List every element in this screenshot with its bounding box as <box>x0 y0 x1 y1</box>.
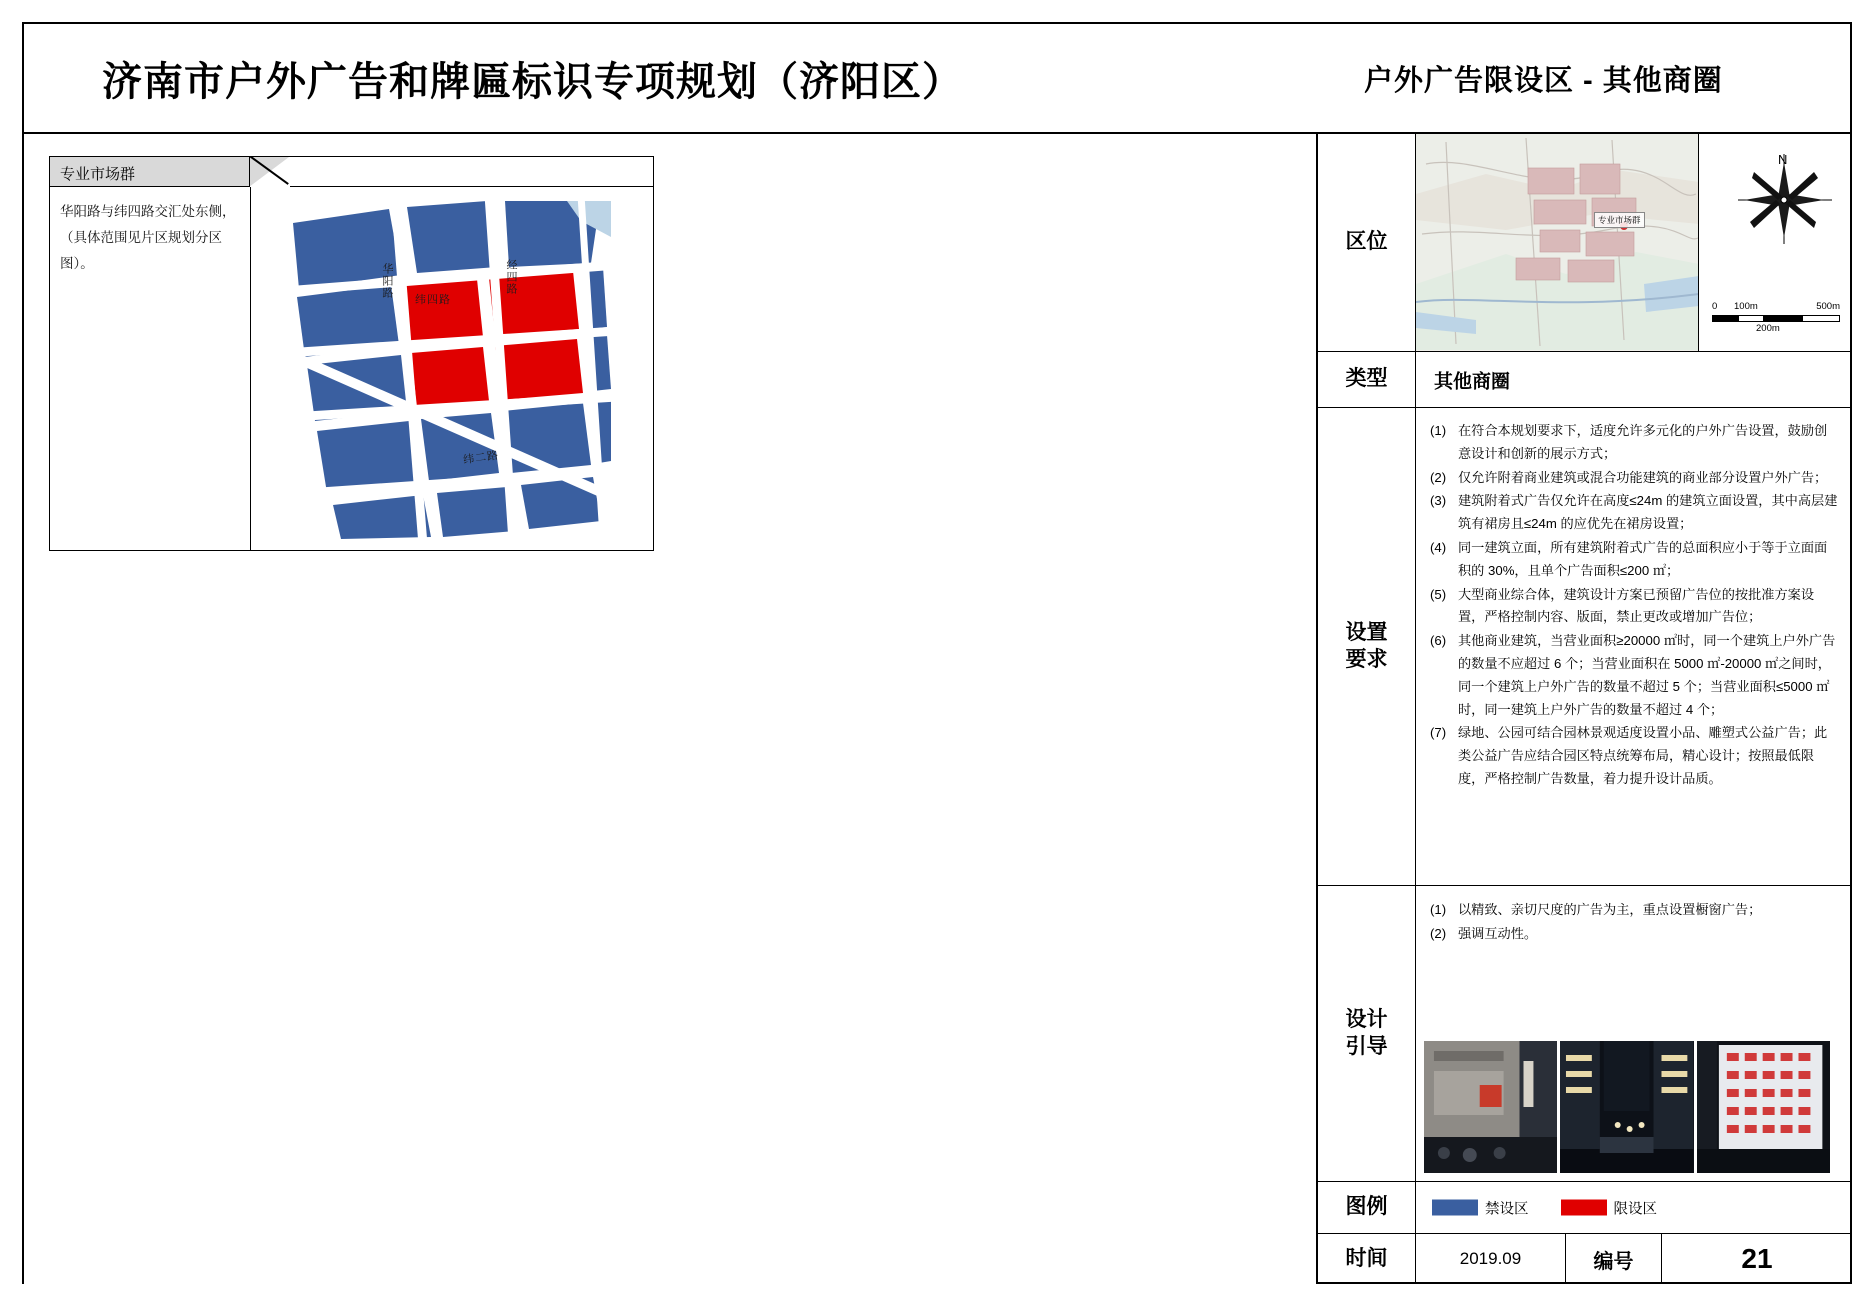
legend-items <box>1432 1197 1679 1218</box>
reference-photo-2-graphic <box>1560 1041 1693 1173</box>
legend-label-ban: 禁设区 <box>1485 1201 1529 1217</box>
time-value: 2019.09 <box>1416 1234 1566 1284</box>
reference-photo <box>1697 1041 1830 1173</box>
requirements-list <box>1430 420 1840 792</box>
row-requirements-content <box>1416 408 1852 885</box>
scale-label-max: 500m <box>1816 301 1840 312</box>
requirement-text: 同一建筑立面，所有建筑附着式广告的总面积应小于等于立面面积的 30%，且单个广告面积≤200 ㎡； <box>1458 539 1828 578</box>
page-title: 济南市户外广告和牌匾标识专项规划（济阳区） <box>102 60 963 104</box>
guidance-text: 强调互动性。 <box>1458 926 1538 941</box>
compass-north-label: N <box>1778 152 1788 167</box>
requirement-number: (1) <box>1430 423 1447 438</box>
guidance-item <box>1430 922 1840 945</box>
reference-photo-3-graphic <box>1697 1041 1830 1173</box>
row-guidance-label-line1: 设计 <box>1345 1008 1388 1032</box>
requirement-number: (4) <box>1430 539 1447 555</box>
scale-label-zero: 0 <box>1712 301 1718 312</box>
legend-swatch-limit <box>1561 1200 1607 1216</box>
row-requirements-label-line2: 要求 <box>1345 647 1388 671</box>
site-map-figure <box>251 187 653 550</box>
requirement-item <box>1430 467 1840 490</box>
requirement-item <box>1430 490 1840 536</box>
requirement-text: 仅允许附着商业建筑或混合功能建筑的商业部分设置户外广告； <box>1458 469 1828 485</box>
row-requirements <box>1318 408 1852 886</box>
requirement-number: (2) <box>1430 469 1447 485</box>
guidance-number: (2) <box>1430 926 1447 941</box>
guidance-list <box>1430 898 1840 946</box>
location-compass-panel <box>1700 134 1852 351</box>
legend-swatch-ban <box>1432 1200 1478 1216</box>
row-type-content <box>1416 352 1852 407</box>
location-minimap-svg <box>1416 134 1699 350</box>
reference-photo-strip <box>1424 1041 1830 1173</box>
row-location <box>1318 134 1852 352</box>
reference-photo-1-graphic <box>1424 1041 1557 1173</box>
scale-label-sub: 200m <box>1756 323 1780 334</box>
requirement-item <box>1430 630 1840 721</box>
guidance-text: 以精致、亲切尺度的广告为主，重点设置橱窗广告； <box>1458 902 1762 917</box>
road-label-huayang: 华阳路 <box>381 263 393 299</box>
legend-item-restricted-ban <box>1432 1197 1529 1218</box>
site-map-header <box>50 157 250 187</box>
legend-label-limit: 限设区 <box>1613 1201 1657 1217</box>
road-label-jingsi: 经四路 <box>505 259 517 295</box>
row-location-label: 区位 <box>1318 134 1416 351</box>
requirement-text: 在符合本规划要求下，适度允许多元化的户外广告设置，鼓励创意设计和创新的展示方式； <box>1458 423 1828 461</box>
row-time-label: 时间 <box>1318 1234 1416 1284</box>
row-design-guidance-content <box>1416 886 1852 1181</box>
requirement-number: (3) <box>1430 493 1447 509</box>
site-description-line1: 华阳路与纬四路交汇处东侧， <box>60 204 236 219</box>
site-description-line2: （具体范围见片区规划分区图）。 <box>60 230 222 271</box>
site-map-canvas <box>291 201 611 539</box>
requirement-text: 其他商业建筑，当营业面积≥20000 ㎡时，同一个建筑上户外广告的数量不应超过 6 个；当营业面积在 5000 ㎡-20000 ㎡之间时，同一个建筑上户外广告的数量不超过 5 个；当营业面积≤5000 ㎡时，同一建筑上户外广告的数量不超过 4 个； <box>1458 633 1836 717</box>
row-legend-label: 图例 <box>1318 1182 1416 1233</box>
type-value: 其他商圈 <box>1434 371 1511 392</box>
requirement-item <box>1430 722 1840 790</box>
drawing-number-value: 21 <box>1741 1243 1773 1274</box>
row-design-guidance-label <box>1318 886 1416 1181</box>
row-location-content <box>1416 134 1852 351</box>
requirement-item <box>1430 420 1840 466</box>
requirement-text: 建筑附着式广告仅允许在高度≤24m 的建筑立面设置，其中高层建筑有裙房且≤24m 的应优先在裙房设置； <box>1458 493 1838 532</box>
row-requirements-label-line1: 设置 <box>1345 621 1388 645</box>
row-requirements-label <box>1318 408 1416 885</box>
requirement-number: (5) <box>1430 586 1447 602</box>
requirement-item <box>1430 584 1840 630</box>
site-map-card <box>49 156 654 551</box>
row-legend <box>1318 1182 1852 1234</box>
left-pane <box>24 134 1316 1284</box>
row-time <box>1318 1234 1852 1284</box>
guidance-number: (1) <box>1430 902 1447 917</box>
reference-photo <box>1560 1041 1693 1173</box>
reference-photo <box>1424 1041 1557 1173</box>
scale-label-mid: 100m <box>1734 301 1758 312</box>
requirement-number: (6) <box>1430 633 1447 649</box>
road-label-weier: 纬二路 <box>462 449 500 467</box>
requirement-number: (7) <box>1430 725 1447 741</box>
title-bar <box>24 24 1850 134</box>
row-type <box>1318 352 1852 408</box>
row-type-label: 类型 <box>1318 352 1416 407</box>
drawing-number-label: 编号 <box>1566 1234 1662 1284</box>
sheet-body <box>24 134 1850 1284</box>
legend-item-restricted-limit <box>1561 1197 1658 1218</box>
page-subtitle: 户外广告限设区 - 其他商圈 <box>1364 65 1723 97</box>
site-map-svg <box>291 201 611 539</box>
row-guidance-label-line2: 引导 <box>1345 1034 1388 1058</box>
guidance-item <box>1430 898 1840 921</box>
road-label-weisi: 纬四路 <box>415 294 451 306</box>
site-description <box>60 199 245 277</box>
requirement-text: 大型商业综合体，建筑设计方案已预留广告位的按批准方案设置，严格控制内容、版面，禁止更改或增加广告位； <box>1458 586 1815 625</box>
minimap-site-tag: 专业市场群 <box>1594 212 1645 228</box>
header-slant-decoration <box>250 157 290 187</box>
requirement-text: 绿地、公园可结合园林景观适度设置小品、雕塑式公益广告；此类公益广告应结合园区特点统筹布局，精心设计；按照最低限度，严格控制广告数量，着力提升设计品质。 <box>1458 725 1828 786</box>
drawing-sheet <box>22 22 1852 1284</box>
info-table <box>1316 134 1852 1284</box>
site-map-header-label: 专业市场群 <box>60 166 136 183</box>
row-legend-content <box>1416 1182 1852 1233</box>
map-scale-bar <box>1712 301 1840 335</box>
location-minimap <box>1416 134 1699 351</box>
compass-rose-icon <box>1708 148 1858 258</box>
row-design-guidance <box>1318 886 1852 1182</box>
requirement-item <box>1430 537 1840 583</box>
